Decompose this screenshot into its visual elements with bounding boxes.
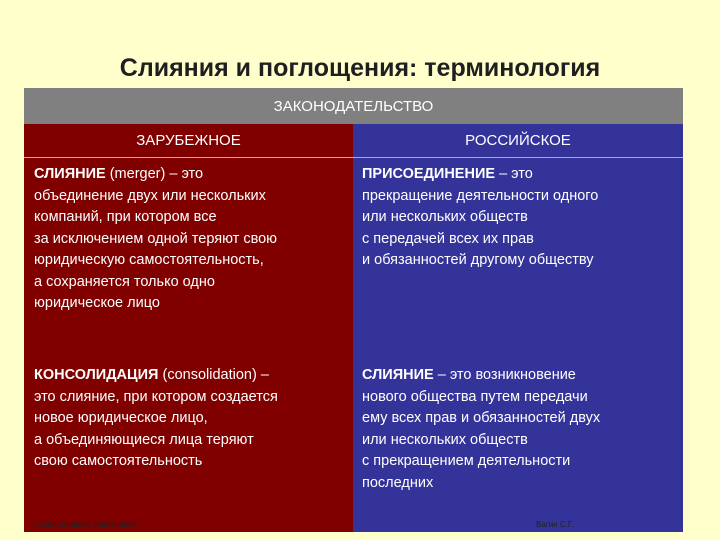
entry-line: или нескольких обществ [362, 209, 528, 225]
russian-merger-entry [362, 365, 600, 494]
foreign-consolidation-entry [34, 365, 278, 473]
entry-line: ему всех прав и обязанностей двух [362, 410, 601, 426]
russian-column [353, 124, 683, 532]
footer-author: Вагин С.Г. [536, 520, 574, 529]
russian-column-heading: РОССИЙСКОЕ [353, 124, 683, 158]
entry-line: юридическое лицо [34, 295, 160, 311]
entry-line: новое юридическое лицо, [34, 410, 208, 426]
slide-title: Слияния и поглощения: терминология [119, 54, 601, 82]
entry-line: прекращение деятельности одного [362, 187, 599, 204]
entry-line: – это [495, 166, 533, 182]
entry-line: юридическую самостоятельность, [34, 252, 264, 268]
entry-line: за исключением одной теряют свою [34, 230, 278, 247]
entry-line: и обязанностей другому обществу [362, 252, 594, 268]
entry-term: ПРИСОЕДИНЕНИЕ [362, 166, 496, 182]
entry-term: СЛИЯНИЕ [362, 367, 434, 383]
entry-line: (merger) – это [105, 166, 204, 182]
entry-line: свою самостоятельность [34, 453, 203, 469]
entry-term: СЛИЯНИЕ [34, 166, 106, 182]
entry-line: компаний, при котором все [34, 209, 217, 225]
footer-course-name: Корпоративное управление [34, 520, 137, 529]
foreign-column [24, 124, 353, 532]
entry-line: с прекращением деятельности [362, 453, 571, 469]
foreign-column-heading: ЗАРУБЕЖНОЕ [24, 124, 353, 158]
entry-line: (consolidation) – [158, 367, 269, 383]
entry-line: это слияние, при котором создается [34, 388, 278, 405]
legislation-header: ЗАКОНОДАТЕЛЬСТВО [24, 88, 683, 124]
entry-line: с передачей всех их прав [362, 230, 534, 247]
entry-term: КОНСОЛИДАЦИЯ [34, 367, 159, 383]
foreign-merger-entry [34, 164, 277, 315]
entry-line: – это возникновение [433, 367, 576, 383]
entry-line: объединение двух или нескольких [34, 187, 266, 204]
entry-line: а сохраняется только одно [34, 273, 215, 290]
entry-line: или нескольких обществ [362, 431, 528, 448]
russian-accession-entry [362, 164, 598, 272]
entry-line: а объединяющиеся лица теряют [34, 431, 254, 448]
entry-line: последних [362, 474, 434, 491]
entry-line: нового общества путем передачи [362, 388, 588, 405]
